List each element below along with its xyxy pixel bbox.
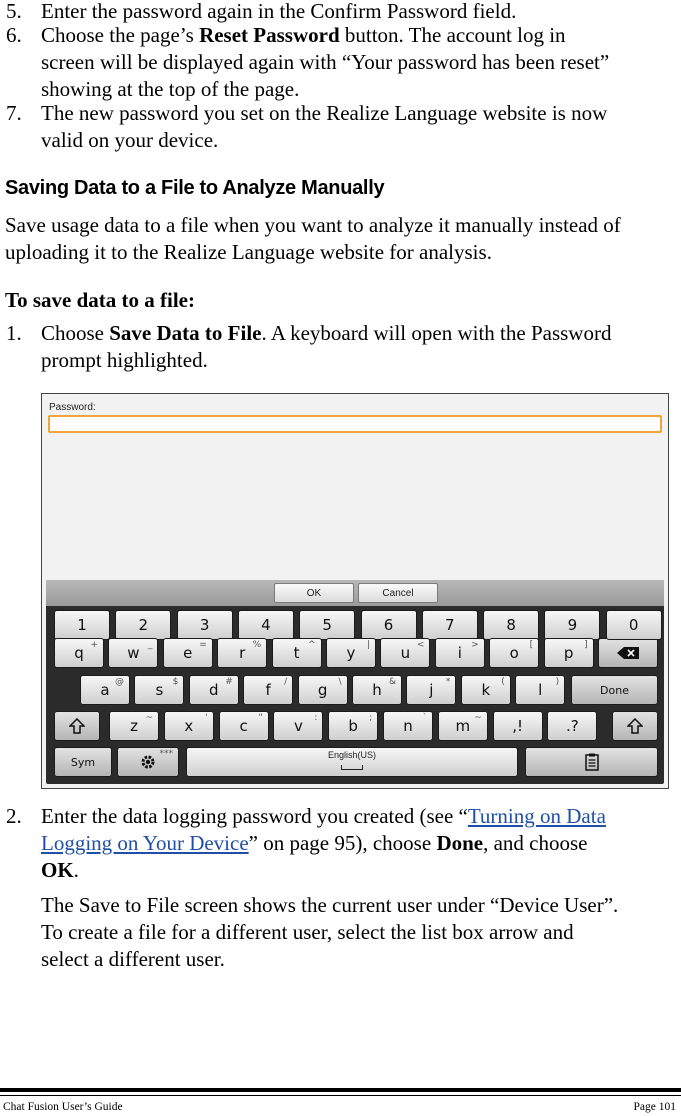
step-number: 6. <box>6 23 22 47</box>
key-alt-symbol: \ <box>338 677 342 687</box>
key-label: k <box>481 681 491 699</box>
key-label: g <box>317 681 328 699</box>
key-p[interactable] <box>544 638 594 668</box>
step-text <box>41 320 675 374</box>
key-d[interactable] <box>189 675 239 705</box>
text-run: Choose <box>41 321 110 345</box>
key-alt-symbol: < <box>416 640 425 650</box>
key-label: h <box>372 681 382 699</box>
sym-key[interactable]: Sym <box>54 747 112 777</box>
cancel-button[interactable]: Cancel <box>358 583 438 603</box>
key-alt-symbol: ~ <box>145 713 153 723</box>
key-label: 2 <box>138 616 149 634</box>
key-label: a <box>100 681 110 699</box>
bold-term: Done <box>436 831 484 855</box>
key-alt-symbol: = <box>199 640 207 650</box>
key-a[interactable] <box>80 675 130 705</box>
key-label: z <box>130 717 138 735</box>
intro-paragraph <box>5 212 681 266</box>
key-label: 3 <box>199 616 210 634</box>
key-label: q <box>74 644 84 662</box>
key-z[interactable] <box>109 711 159 741</box>
done-key[interactable]: Done <box>571 675 658 705</box>
key-label: w <box>127 644 140 662</box>
key-x[interactable] <box>164 711 214 741</box>
key-label: 5 <box>322 616 332 634</box>
text-run: . A keyboard will open with the Password <box>261 321 612 345</box>
key-label: l <box>538 681 543 699</box>
gear-icon <box>139 753 157 771</box>
key-0[interactable] <box>606 610 662 640</box>
text-line: valid on your device. <box>41 128 219 152</box>
step-text: Enter the password again in the Confirm Password field. <box>41 0 517 23</box>
backspace-icon <box>617 647 639 659</box>
key-label: 6 <box>383 616 394 634</box>
key-w[interactable] <box>108 638 158 668</box>
footer-rule-thick <box>0 1088 681 1092</box>
keyboard-action-bar <box>46 580 664 606</box>
key-7[interactable] <box>422 610 478 640</box>
key-label: v <box>293 717 303 735</box>
procedure-heading: To save data to a file: <box>5 288 195 312</box>
backspace-key[interactable] <box>598 638 658 668</box>
key-label: e <box>183 644 193 662</box>
text-line: prompt highlighted. <box>41 348 208 372</box>
ok-button[interactable]: OK <box>274 583 354 603</box>
key-label: 8 <box>506 616 516 634</box>
key-alt-symbol: : <box>314 713 318 723</box>
key-label: o <box>509 644 519 662</box>
text-line: uploading it to the Realize Language website for analysis. <box>5 240 492 264</box>
key-u[interactable] <box>380 638 430 668</box>
step-number: 7. <box>6 101 22 125</box>
settings-key[interactable] <box>117 747 179 777</box>
keyboard-screenshot <box>41 393 669 789</box>
key-alt-symbol: ] <box>584 640 588 650</box>
text-run: . <box>73 858 79 882</box>
key-alt-symbol: ( <box>501 677 505 687</box>
step-text <box>41 22 675 103</box>
key-alt-symbol: ) <box>555 677 560 687</box>
key-y[interactable] <box>326 638 376 668</box>
text-line: The new password you set on the Realize Language website is now <box>41 101 608 125</box>
key-label: ,! <box>512 717 523 735</box>
text-run: button. The account log in <box>339 23 566 47</box>
password-label: Password: <box>49 402 96 413</box>
key-c[interactable] <box>219 711 269 741</box>
key-alt-symbol: & <box>388 677 396 687</box>
text-run: Choose the page’s <box>41 23 200 47</box>
key-label: u <box>400 644 411 662</box>
key-r[interactable] <box>217 638 267 668</box>
key-alt-symbol: ' <box>205 713 208 723</box>
text-line: Save usage data to a file when you want to analyze it manually instead of <box>5 213 621 237</box>
key-label: 4 <box>261 616 271 634</box>
key-b[interactable] <box>328 711 378 741</box>
key-1[interactable] <box>54 610 110 640</box>
key-label: 9 <box>567 616 578 634</box>
key-8[interactable] <box>483 610 539 640</box>
key-label: 1 <box>77 616 87 634</box>
key-2[interactable] <box>115 610 171 640</box>
key-alt-symbol: # <box>225 677 233 687</box>
key-label: m <box>455 717 471 735</box>
key-g[interactable] <box>298 675 348 705</box>
text-line: The Save to File screen shows the current user under “Device User”. <box>41 893 619 917</box>
key-alt-symbol: ^ <box>308 640 316 650</box>
text-line: To create a file for a different user, select the list box arrow and <box>41 920 574 944</box>
key-4[interactable] <box>238 610 294 640</box>
key-label: i <box>457 644 462 662</box>
key-3[interactable] <box>177 610 233 640</box>
key-v[interactable] <box>273 711 323 741</box>
key-alt-symbol: @ <box>115 677 124 687</box>
step-number: 5. <box>6 0 22 23</box>
key-i[interactable] <box>435 638 485 668</box>
key-label: r <box>239 644 246 662</box>
key-alt-symbol: " <box>258 713 263 723</box>
password-input[interactable] <box>48 415 662 433</box>
onscreen-keyboard <box>46 580 664 784</box>
key-label: n <box>403 717 413 735</box>
key-label: j <box>429 681 434 699</box>
key-alt-symbol: | <box>366 640 370 650</box>
space-bar-icon <box>341 765 363 770</box>
shift-icon <box>69 718 85 734</box>
key-6[interactable] <box>361 610 417 640</box>
key-alt-symbol: ` <box>422 713 427 723</box>
key-alt-symbol: _ <box>147 640 153 650</box>
shift-key-left[interactable] <box>54 711 100 741</box>
step-text <box>41 803 675 884</box>
key-label: y <box>346 644 356 662</box>
key-comma[interactable] <box>493 711 543 741</box>
key-alt-symbol: ; <box>369 713 373 723</box>
space-key[interactable] <box>186 747 518 777</box>
bold-term: OK <box>41 858 74 882</box>
text-line: showing at the top of the page. <box>41 77 300 101</box>
key-l[interactable] <box>515 675 565 705</box>
key-alt-symbol: > <box>471 640 479 650</box>
key-5[interactable] <box>299 610 355 640</box>
key-alt-symbol: + <box>90 640 98 650</box>
key-label: d <box>209 681 219 699</box>
text-run: ” on page 95), choose <box>248 831 437 855</box>
key-alt-symbol: % <box>252 640 262 650</box>
text-run: , and choose <box>483 831 588 855</box>
footer-rule-thin <box>0 1095 681 1096</box>
key-k[interactable] <box>461 675 511 705</box>
section-heading: Saving Data to a File to Analyze Manually <box>5 177 385 199</box>
note-text <box>41 892 675 973</box>
key-label: b <box>348 717 358 735</box>
key-alt-symbol: * <box>445 677 451 687</box>
space-language-label: English(US) <box>327 750 376 760</box>
key-label: t <box>293 644 300 662</box>
settings-subscript: *** <box>159 749 173 759</box>
key-label: 0 <box>628 616 639 634</box>
key-alt-symbol: ~ <box>474 713 482 723</box>
text-run: Enter the data logging password you created (see “ <box>41 804 468 828</box>
key-t[interactable] <box>272 638 322 668</box>
key-h[interactable] <box>352 675 402 705</box>
key-s[interactable] <box>134 675 184 705</box>
key-n[interactable] <box>383 711 433 741</box>
bold-term: Save Data to File <box>109 321 262 345</box>
key-e[interactable] <box>163 638 213 668</box>
key-j[interactable] <box>406 675 456 705</box>
footer-title: Chat Fusion User’s Guide <box>3 1101 123 1113</box>
key-label: f <box>265 681 271 699</box>
key-label: c <box>239 717 248 735</box>
key-9[interactable] <box>544 610 600 640</box>
key-label: p <box>563 644 574 662</box>
text-line: select a different user. <box>41 947 225 971</box>
step-text <box>41 100 675 154</box>
shift-key-right[interactable] <box>612 711 658 741</box>
key-label: 7 <box>445 616 455 634</box>
clipboard-icon <box>585 753 599 771</box>
key-f[interactable] <box>243 675 293 705</box>
shift-icon <box>627 718 643 734</box>
bold-term: Reset Password <box>199 23 340 47</box>
key-period[interactable] <box>547 711 597 741</box>
link-text: Turning on Data <box>467 804 606 828</box>
step-number: 2. <box>6 804 22 828</box>
key-label: s <box>155 681 164 699</box>
key-label: x <box>184 717 194 735</box>
key-alt-symbol: [ <box>529 640 534 650</box>
key-o[interactable] <box>489 638 539 668</box>
key-label: .? <box>566 717 579 735</box>
key-q[interactable] <box>54 638 104 668</box>
link-text: Logging on Your Device <box>41 831 249 855</box>
key-m[interactable] <box>438 711 488 741</box>
clipboard-key[interactable] <box>525 747 658 777</box>
step-number: 1. <box>6 321 22 345</box>
key-alt-symbol: $ <box>172 677 179 687</box>
footer-page-number: Page 101 <box>633 1101 676 1113</box>
key-alt-symbol: / <box>284 677 288 687</box>
text-line: screen will be displayed again with “Your password has been reset” <box>41 50 610 74</box>
